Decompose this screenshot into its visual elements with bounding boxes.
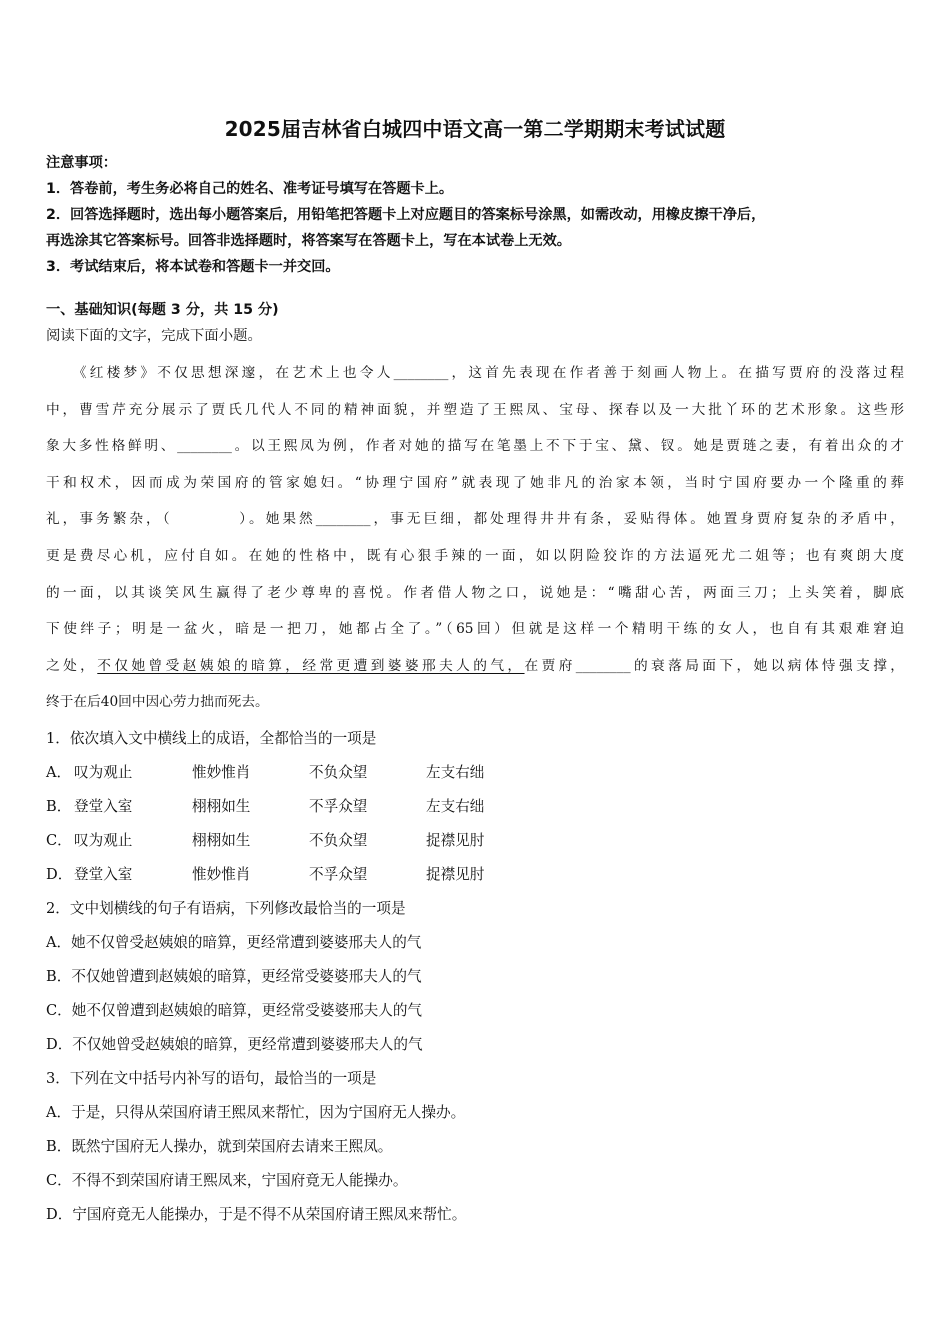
option-cell: 不孚众望: [309, 866, 368, 883]
passage-line: 象大多性格鲜明、________。以王熙凤为例，作者对她的描写在笔墨上不下于宝、黛、钗。她是贾琏之妻，有着出众的才: [46, 438, 904, 455]
underlined-sentence: 不仅她曾受赵姨娘的暗算，经常更遭到婆婆邢夫人的气，: [97, 657, 525, 674]
passage-text: 在贾府________的衰落局面下，她以病体恃强支撑，: [524, 657, 904, 674]
page-title: 2025届吉林省白城四中语文高一第二学期期末考试试题: [224, 117, 726, 141]
passage-line: 《红楼梦》不仅思想深邃，在艺术上也令人________，这首先表现在作者善于刻画人物上。在描写贾府的没落过程: [46, 365, 904, 381]
option-cell: 叹为观止: [74, 764, 133, 781]
option-item: D．宁国府竟无人能操办，于是不得不从荣国府请王熙凤来帮忙。: [46, 1206, 467, 1223]
option-label: B．: [46, 798, 72, 815]
option-cell: 惟妙惟肖: [192, 866, 251, 883]
option-item: C．她不仅曾遭到赵姨娘的暗算，更经常受婆婆邢夫人的气: [46, 1002, 423, 1019]
option-item: B．不仅她曾遭到赵姨娘的暗算，更经常受婆婆邢夫人的气: [46, 968, 422, 985]
option-cell: 不负众望: [309, 764, 368, 781]
option-cell: 左支右绌: [426, 764, 485, 781]
question-stem: 1．依次填入文中横线上的成语，全都恰当的一项是: [46, 730, 377, 747]
notice-item: 1．答卷前，考生务必将自己的姓名、准考证号填写在答题卡上。: [46, 181, 454, 197]
option-label: C．: [46, 832, 72, 849]
passage-text: 之处，: [46, 657, 98, 674]
option-cell: 栩栩如生: [192, 798, 251, 815]
passage-line: 终于在后40回中因心劳力拙而死去。: [46, 694, 269, 711]
reading-passage: [46, 355, 904, 721]
option-item: D．不仅她曾受赵姨娘的暗算，更经常遭到婆婆邢夫人的气: [46, 1036, 423, 1053]
option-cell: 不孚众望: [309, 798, 368, 815]
question-stem: 2．文中划横线的句子有语病，下列修改最恰当的一项是: [46, 900, 406, 917]
notice-item: 2．回答选择题时，选出每小题答案后，用铅笔把答题卡上对应题目的答案标号涂黑，如需改动，用橡皮擦干净后，: [46, 207, 766, 223]
option-item: A．她不仅曾受赵姨娘的暗算，更经常遭到婆婆邢夫人的气: [46, 934, 422, 951]
passage-line: 下使绊子；明是一盆火，暗是一把刀，她都占全了。”（65回）但就是这样一个精明干练的女人，也自有其艰难窘迫: [46, 621, 904, 638]
option-label: A．: [46, 764, 72, 781]
option-label: D．: [46, 866, 73, 883]
notice-block: [46, 150, 916, 280]
section-instruction: 阅读下面的文字，完成下面小题。: [46, 328, 262, 344]
passage-line: 干和权术，因而成为荣国府的管家媳妇。“协理宁国府”就表现了她非凡的治家本领，当时宁国府要办一个隆重的葬: [46, 474, 904, 491]
option-cell: 捉襟见肘: [426, 832, 485, 849]
notice-item: 再选涂其它答案标号。回答非选择题时，将答案写在答题卡上，写在本试卷上无效。: [46, 233, 571, 249]
option-cell: 叹为观止: [74, 832, 133, 849]
option-cell: 不负众望: [309, 832, 368, 849]
option-cell: 捉襟见肘: [426, 866, 485, 883]
option-cell: 栩栩如生: [192, 832, 251, 849]
passage-line: 的一面，以其谈笑风生赢得了老少尊卑的喜悦。作者借人物之口，说她是：“嘴甜心苦，两面三刀；上头笑着，脚底: [46, 584, 904, 601]
option-cell: 登堂入室: [74, 798, 133, 815]
option-item: C．不得不到荣国府请王熙凤来，宁国府竟无人能操办。: [46, 1172, 408, 1189]
notice-heading: 注意事项：: [46, 155, 117, 171]
passage-line: 中，曹雪芹充分展示了贾氏几代人不同的精神面貌，并塑造了王熙凤、宝母、探春以及一大批丫环的艺术形象。这些形: [46, 401, 904, 418]
section-heading: 一、基础知识(每题 3 分，共 15 分): [46, 302, 279, 318]
passage-line-underlined: [46, 648, 904, 685]
option-cell: 左支右绌: [426, 798, 485, 815]
notice-item: 3．考试结束后，将本试卷和答题卡一并交回。: [46, 259, 340, 275]
passage-line: 礼，事务繁杂，（ ）。她果然________，事无巨细，都处理得井井有条，妥贴得体。她置身贾府复杂的矛盾中，: [46, 511, 904, 528]
option-item: B．既然宁国府无人操办，就到荣国府去请来王熙凤。: [46, 1138, 393, 1155]
option-cell: 惟妙惟肖: [192, 764, 251, 781]
passage-line: 更是费尽心机，应付自如。在她的性格中，既有心狠手辣的一面，如以阴险狡诈的方法逼死尤二姐等；也有爽朗大度: [46, 547, 904, 564]
option-cell: 登堂入室: [74, 866, 133, 883]
question-stem: 3．下列在文中括号内补写的语句，最恰当的一项是: [46, 1070, 377, 1087]
option-item: A．于是，只得从荣国府请王熙凤来帮忙，因为宁国府无人操办。: [46, 1104, 466, 1121]
